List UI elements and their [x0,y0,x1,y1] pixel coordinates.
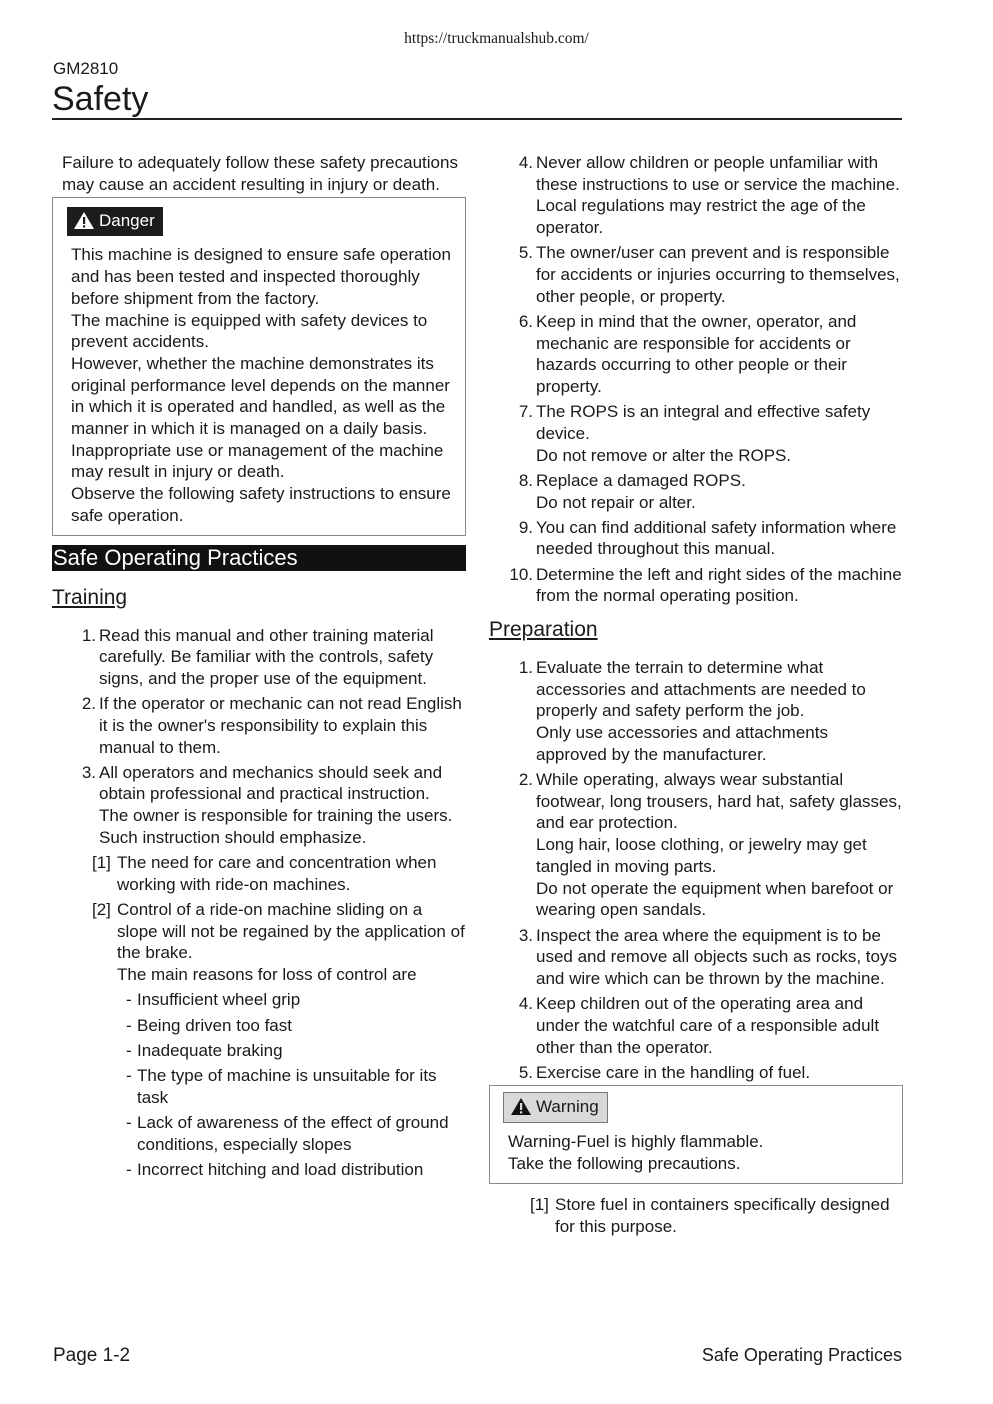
item-number: 1. [81,625,96,645]
reason-text: Incorrect hitching and load distribution [137,1159,424,1179]
item-text: While operating, always wear substantial footwear, long trousers, hard hat, safety glasses, and ear protection. [536,770,902,833]
sub-item-text: Control of a ride-on machine sliding on a slope will not be regained by the application of the brake. [117,899,465,963]
item-number: 9. [518,517,533,537]
item-text: If the operator or mechanic can not read English it is the owner's responsibility to explain this manual to them. [99,694,462,757]
item-text: Read this manual and other training material carefully. Be familiar with the controls, safety signs, and the proper use of the equipment. [99,625,434,688]
item-text: Replace a damaged ROPS. [536,470,746,490]
item-text: Evaluate the terrain to determine what accessories and attachments are needed to properly and safety perform the job. [536,658,866,721]
preparation-heading: Preparation [489,618,598,642]
training-list-continued [489,152,903,607]
list-item [489,242,903,307]
item-number: 1. [518,658,533,678]
title-rule [52,118,902,120]
item-text: Do not operate the equipment when barefoot or wearing open sandals. [536,878,894,920]
danger-line: However, whether the machine demonstrates its original performance level depends on the manner in which it is operated and handled, as well as the manner in which it is managed on a daily basis. [71,353,450,439]
reason-item: - Incorrect hitching and load distribution [126,1159,424,1179]
section-heading: Safe Operating Practices [52,545,466,571]
model-number: GM2810 [53,59,119,78]
footer-section: Safe Operating Practices [701,1345,902,1365]
item-number: 8. [518,470,533,490]
danger-label: Danger [99,211,155,231]
danger-badge [67,207,163,236]
training-heading: Training [52,585,128,609]
item-text: Inspect the area where the equipment is to be used and remove all objects such as rocks, toys and wire which can be thrown by the machine. [536,925,897,988]
reason-item: - Inadequate braking [126,1040,283,1060]
list-item [489,517,903,560]
item-text: Keep in mind that the owner, operator, and mechanic are responsible for accidents or hazards occurring to other people or their property. [536,311,857,397]
item-number: 6. [518,311,533,331]
reason-text: Insufficient wheel grip [137,990,301,1010]
item-text: All operators and mechanics should seek and obtain professional and practical instruction. [99,762,443,804]
danger-line: Observe the following safety instructions to ensure safe operation. [71,484,451,525]
left-column [52,152,466,1184]
list-item [489,564,903,607]
warning-triangle-icon [510,1097,532,1116]
item-text: Keep children out of the operating area and under the watchful care of a responsible adult other than the operator. [536,994,880,1057]
item-text: The ROPS is an integral and effective safety device. [536,402,871,443]
item-number: 7. [518,402,533,422]
danger-line: Inappropriate use or management of the machine may result in injury or death. [71,440,444,482]
item-text: Local regulations may restrict the age of the operator. [536,196,866,238]
list-item [489,993,903,1058]
warning-line: Warning-Fuel is highly flammable. [508,1132,764,1152]
warning-label: Warning [536,1097,599,1117]
source-url[interactable]: https://truckmanualshub.com/ [404,30,589,47]
sub-item-number: [2] [92,899,111,919]
list-item [489,925,903,990]
training-list [52,625,466,849]
item-text: Long hair, loose clothing, or jewelry may get tangled in moving parts. [536,835,867,876]
item-text: Never allow children or people unfamiliar with these instructions to use or service the machine. [536,153,900,194]
warning-triangle-icon [73,211,95,230]
item-number: 10. [509,564,533,584]
page-title: Safety [52,80,149,118]
item-number: 5. [518,243,533,263]
item-text: Do not remove or alter the ROPS. [536,445,792,465]
warning-line: Take the following precautions. [508,1154,741,1174]
reason-text: Being driven too fast [137,1015,292,1035]
item-text: Determine the left and right sides of the machine from the normal operating position. [536,564,902,606]
item-number: 4. [518,994,533,1014]
item-number: 3. [81,762,96,782]
list-item [489,470,903,513]
reason-item: - Insufficient wheel grip [126,990,301,1010]
item-text: The owner is responsible for training the users. [99,806,453,826]
danger-box [52,197,466,535]
page-number: Page 1-2 [53,1345,131,1366]
reason-item: - Being driven too fast [126,1015,292,1035]
reason-text: Inadequate braking [137,1040,283,1060]
danger-line: The machine is equipped with safety devices to prevent accidents. [71,310,428,352]
list-item [489,152,903,239]
item-text: Exercise care in the handling of fuel. [536,1062,811,1082]
list-item [489,401,903,466]
sub-item-text: The main reasons for loss of control are [117,965,417,985]
item-number: 3. [518,925,533,945]
reason-text: The type of machine is unsuitable for its task [137,1065,437,1107]
item-text: Only use accessories and attachments approved by the manufacturer. [536,723,828,764]
item-number: 5. [518,1062,533,1082]
list-item [52,625,466,690]
right-column [489,152,903,1237]
intro-text: Failure to adequately follow these safety precautions may cause an accident resulting in injury or death. [62,153,458,194]
sub-item-text: Store fuel in containers specifically designed for this purpose. [555,1194,890,1236]
item-text: You can find additional safety information where needed throughout this manual. [536,517,897,559]
item-number: 2. [518,770,533,790]
reason-item: - The type of machine is unsuitable for its task [126,1065,437,1107]
reason-item: - Lack of awareness of the effect of ground conditions, especially slopes [126,1112,449,1154]
item-text: The owner/user can prevent and is responsible for accidents or injuries occurring to themselves, other people, or property. [536,243,900,306]
item-text: Such instruction should emphasize. [99,827,367,847]
list-item [489,657,903,766]
list-item [489,311,903,398]
sub-item-number: [1] [530,1194,549,1214]
sub-item-number: [1] [92,853,111,873]
preparation-list [489,657,903,1083]
sub-item [52,899,466,986]
warning-box [489,1085,903,1183]
warning-badge [503,1092,608,1123]
reason-text: Lack of awareness of the effect of ground conditions, especially slopes [137,1112,449,1154]
sub-item-text: The need for care and concentration when working with ride-on machines. [117,853,437,894]
list-item [489,1062,903,1084]
item-number: 2. [81,694,96,714]
item-number: 4. [518,153,533,172]
item-text: Do not repair or alter. [536,492,696,512]
list-item [52,762,466,849]
danger-line: This machine is designed to ensure safe operation and has been tested and inspected thoroughly before shipment from the factory. [71,245,451,308]
list-item [52,693,466,758]
sub-item [489,1194,903,1237]
sub-item [52,852,466,895]
list-item [489,769,903,921]
